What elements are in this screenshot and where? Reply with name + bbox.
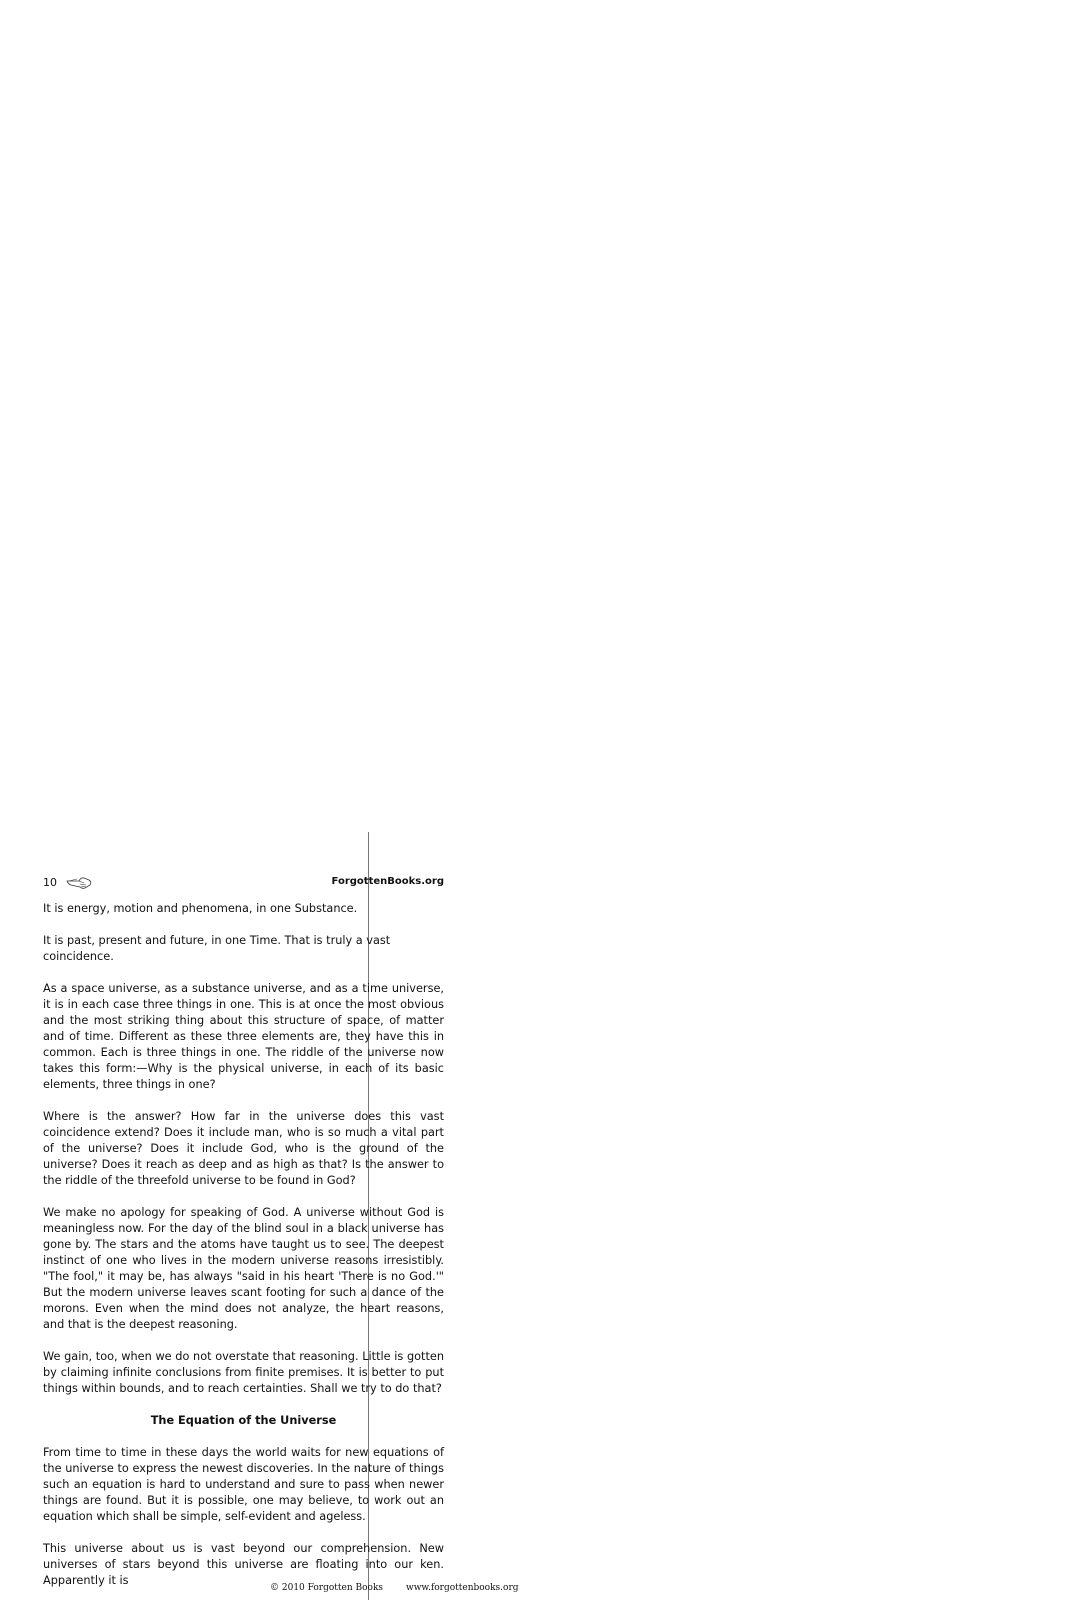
paragraph: As a space universe, as a substance universe, and as a time universe, it is in each case three things in one. This is at once the most obvious and the most striking thing about this structure of space, of matter and of time. Different as these three elements are, they have this in common. Each is three things in one. The riddle of the universe now takes this form:—Why is the physical universe, in each of its basic elements, three things in one? [43,982,444,1091]
paragraph: It is energy, motion and phenomena, in one Substance. [43,902,358,915]
paragraph: We make no apology for speaking of God. A universe without God is meaningless now. For the day of the blind soul in a black universe has gone by. The stars and the atoms have taught us to see. The deepest instinct of one who lives in the modern universe reasons irresistibly. "The fool," it may be, has always "said in his heart 'There is no God.'" But the modern universe leaves scant footing for such a dance of the morons. Even when the mind does not analyze, the heart reasons, and that is the deepest reasoning. [43,1206,444,1331]
paragraph: From time to time in these days the world waits for new equations of the universe to express the newest discoveries. In the nature of things such an equation is hard to understand and sure to pass when newer things are found. But it is possible, one may believe, to work out an equation which shall be simple, self-evident and ageless. [43,1446,444,1523]
footer-copyright: © 2010 Forgotten Books [270,1583,384,1593]
header-site: ForgottenBooks.org [331,876,444,887]
page-body [43,901,444,1605]
section-heading: The Equation of the Universe [150,1414,337,1427]
paragraph: This universe about us is vast beyond our comprehension. New universes of stars beyond this universe are floating into our ken. Apparently it is [43,1542,444,1587]
paragraph: We gain, too, when we do not overstate that reasoning. Little is gotten by claiming infinite conclusions from finite premises. It is better to put things within bounds, and to reach certainties. Shall we try to do that? [43,1350,444,1395]
pointing-hand-icon [65,874,93,890]
footer-url: www.forgottenbooks.org [406,1583,519,1593]
paragraph: It is past, present and future, in one Time. That is truly a vast coincidence. [43,934,391,963]
page-header [43,874,444,890]
page-number: 10 [43,876,57,889]
page-footer [270,1583,519,1593]
paragraph: Where is the answer? How far in the universe does this vast coincidence extend? Does it include man, who is so much a vital part of the universe? Does it include God, who is the ground of the universe? Does it reach as deep and as high as that? Is the answer to the riddle of the threefold universe to be found in God? [43,1110,444,1187]
